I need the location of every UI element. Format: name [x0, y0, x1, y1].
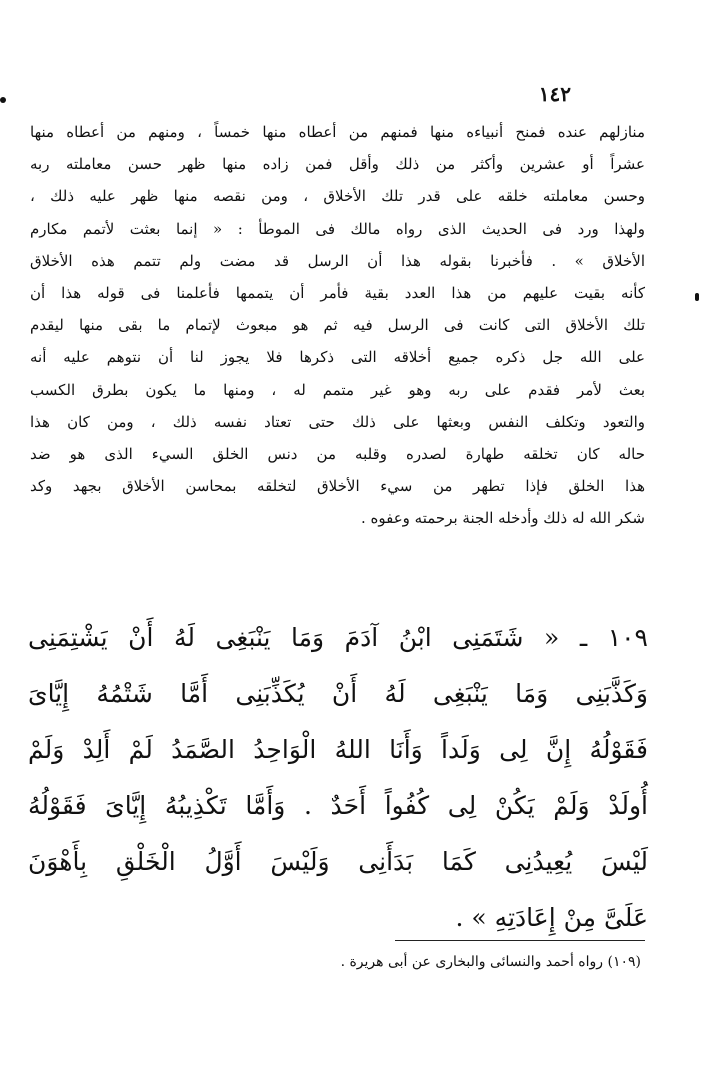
commentary-line: هذا الخلق فإذا تطهر من سيء الأخلاق لتخلقه بمحاسن الأخلاق بجهد وكد [30, 477, 645, 496]
commentary-line: ولهذا ورد فى الحديث الذى رواه مالك فى الموطأ : « إنما بعثت لأتمم مكارم [30, 219, 645, 238]
commentary-line: والتعود وتكلف النفس وبعثها على ذلك حتى تعتاد نفسه ذلك ، ومن كان هذا [30, 412, 645, 431]
commentary-line: تلك الأخلاق التى كانت فى الرسل فيه ثم هو مبعوث لإتمام ما بقى منها ليقدم [30, 316, 645, 335]
commentary-line: على الله جل ذكره جميع أخلاقه التى ذكرها فلا يجوز لنا أن نتوهم عليه أنه [30, 348, 645, 367]
hadith-line: وَكَذَّبَنِى وَمَا يَنْبَغِى لَهُ أَنْ يُكَذِّبَنِى أَمَّا شَتْمُهُ إِيَّاىَ [28, 679, 648, 708]
footnote: (١٠٩) رواه أحمد والنسائى والبخارى عن أبى هريرة . [340, 954, 641, 970]
commentary-line: حاله كان تخلقه طهارة لصدره وقلبه من دنس الخلق السيء الذى هو ضد [30, 445, 645, 464]
page-number: ١٤٢ [538, 82, 571, 106]
hadith-line: فَقَوْلُهُ إِنَّ لِى وَلَداً وَأَنَا اللهُ الْوَاحِدُ الصَّمَدُ لَمْ أَلِدْ وَلَمْ [28, 735, 648, 764]
hadith-line: لَيْسَ يُعِيدُنِى كَمَا بَدَأَنِى وَلَيْسَ أَوَّلُ الْخَلْقِ بِأَهْوَنَ [28, 847, 648, 876]
commentary-text [30, 116, 645, 535]
commentary-line: وحسن معاملته خلقه على قدر تلك الأخلاق ، ومن نقصه منها ظهر عليه ذلك ، [30, 187, 645, 206]
hadith-line: ١٠٩ ـ « شَتَمَنِى ابْنُ آدَمَ وَمَا يَنْبَغِى لَهُ أَنْ يَشْتِمَنِى [28, 623, 648, 652]
commentary-line: كأنه بقيت عليهم من هذا العدد بقية فأمر أن يتممها فأعلمنا فى قوله هذا أن [30, 284, 645, 303]
commentary-line: شكر الله له ذلك وأدخله الجنة برحمته وعفوه . [360, 509, 645, 528]
commentary-line: بعث لأمر فقدم على ربه وهو غير متمم له ، ومنها ما يكون بطرق الكسب [30, 380, 645, 399]
footnote-divider [395, 940, 645, 941]
commentary-line: منازلهم عنده فمنح أنبياءه منها فمنهم من أعطاه منها خمساً ، ومنهم من أعطاه منها [30, 123, 645, 141]
hadith-line: عَلَىَّ مِنْ إِعَادَتِهِ » . [455, 903, 648, 932]
hadith-text [28, 610, 648, 946]
hadith-line: أُولَدْ وَلَمْ يَكُنْ لِى كُفُواً أَحَدٌ . وَأَمَّا تَكْذِيبُهُ إِيَّاىَ فَقَوْلُهُ [28, 791, 648, 820]
commentary-line: عشراً أو عشرين وأكثر من ذلك وأقل فمن زاده منها ظهر حسن معاملته ربه [30, 155, 645, 174]
commentary-line: الأخلاق » . فأخبرنا بقوله هذا أن الرسل قد مضت ولم تتمم هذه الأخلاق [30, 251, 645, 270]
left-edge-mark [0, 97, 6, 103]
right-edge-mark [695, 293, 699, 301]
